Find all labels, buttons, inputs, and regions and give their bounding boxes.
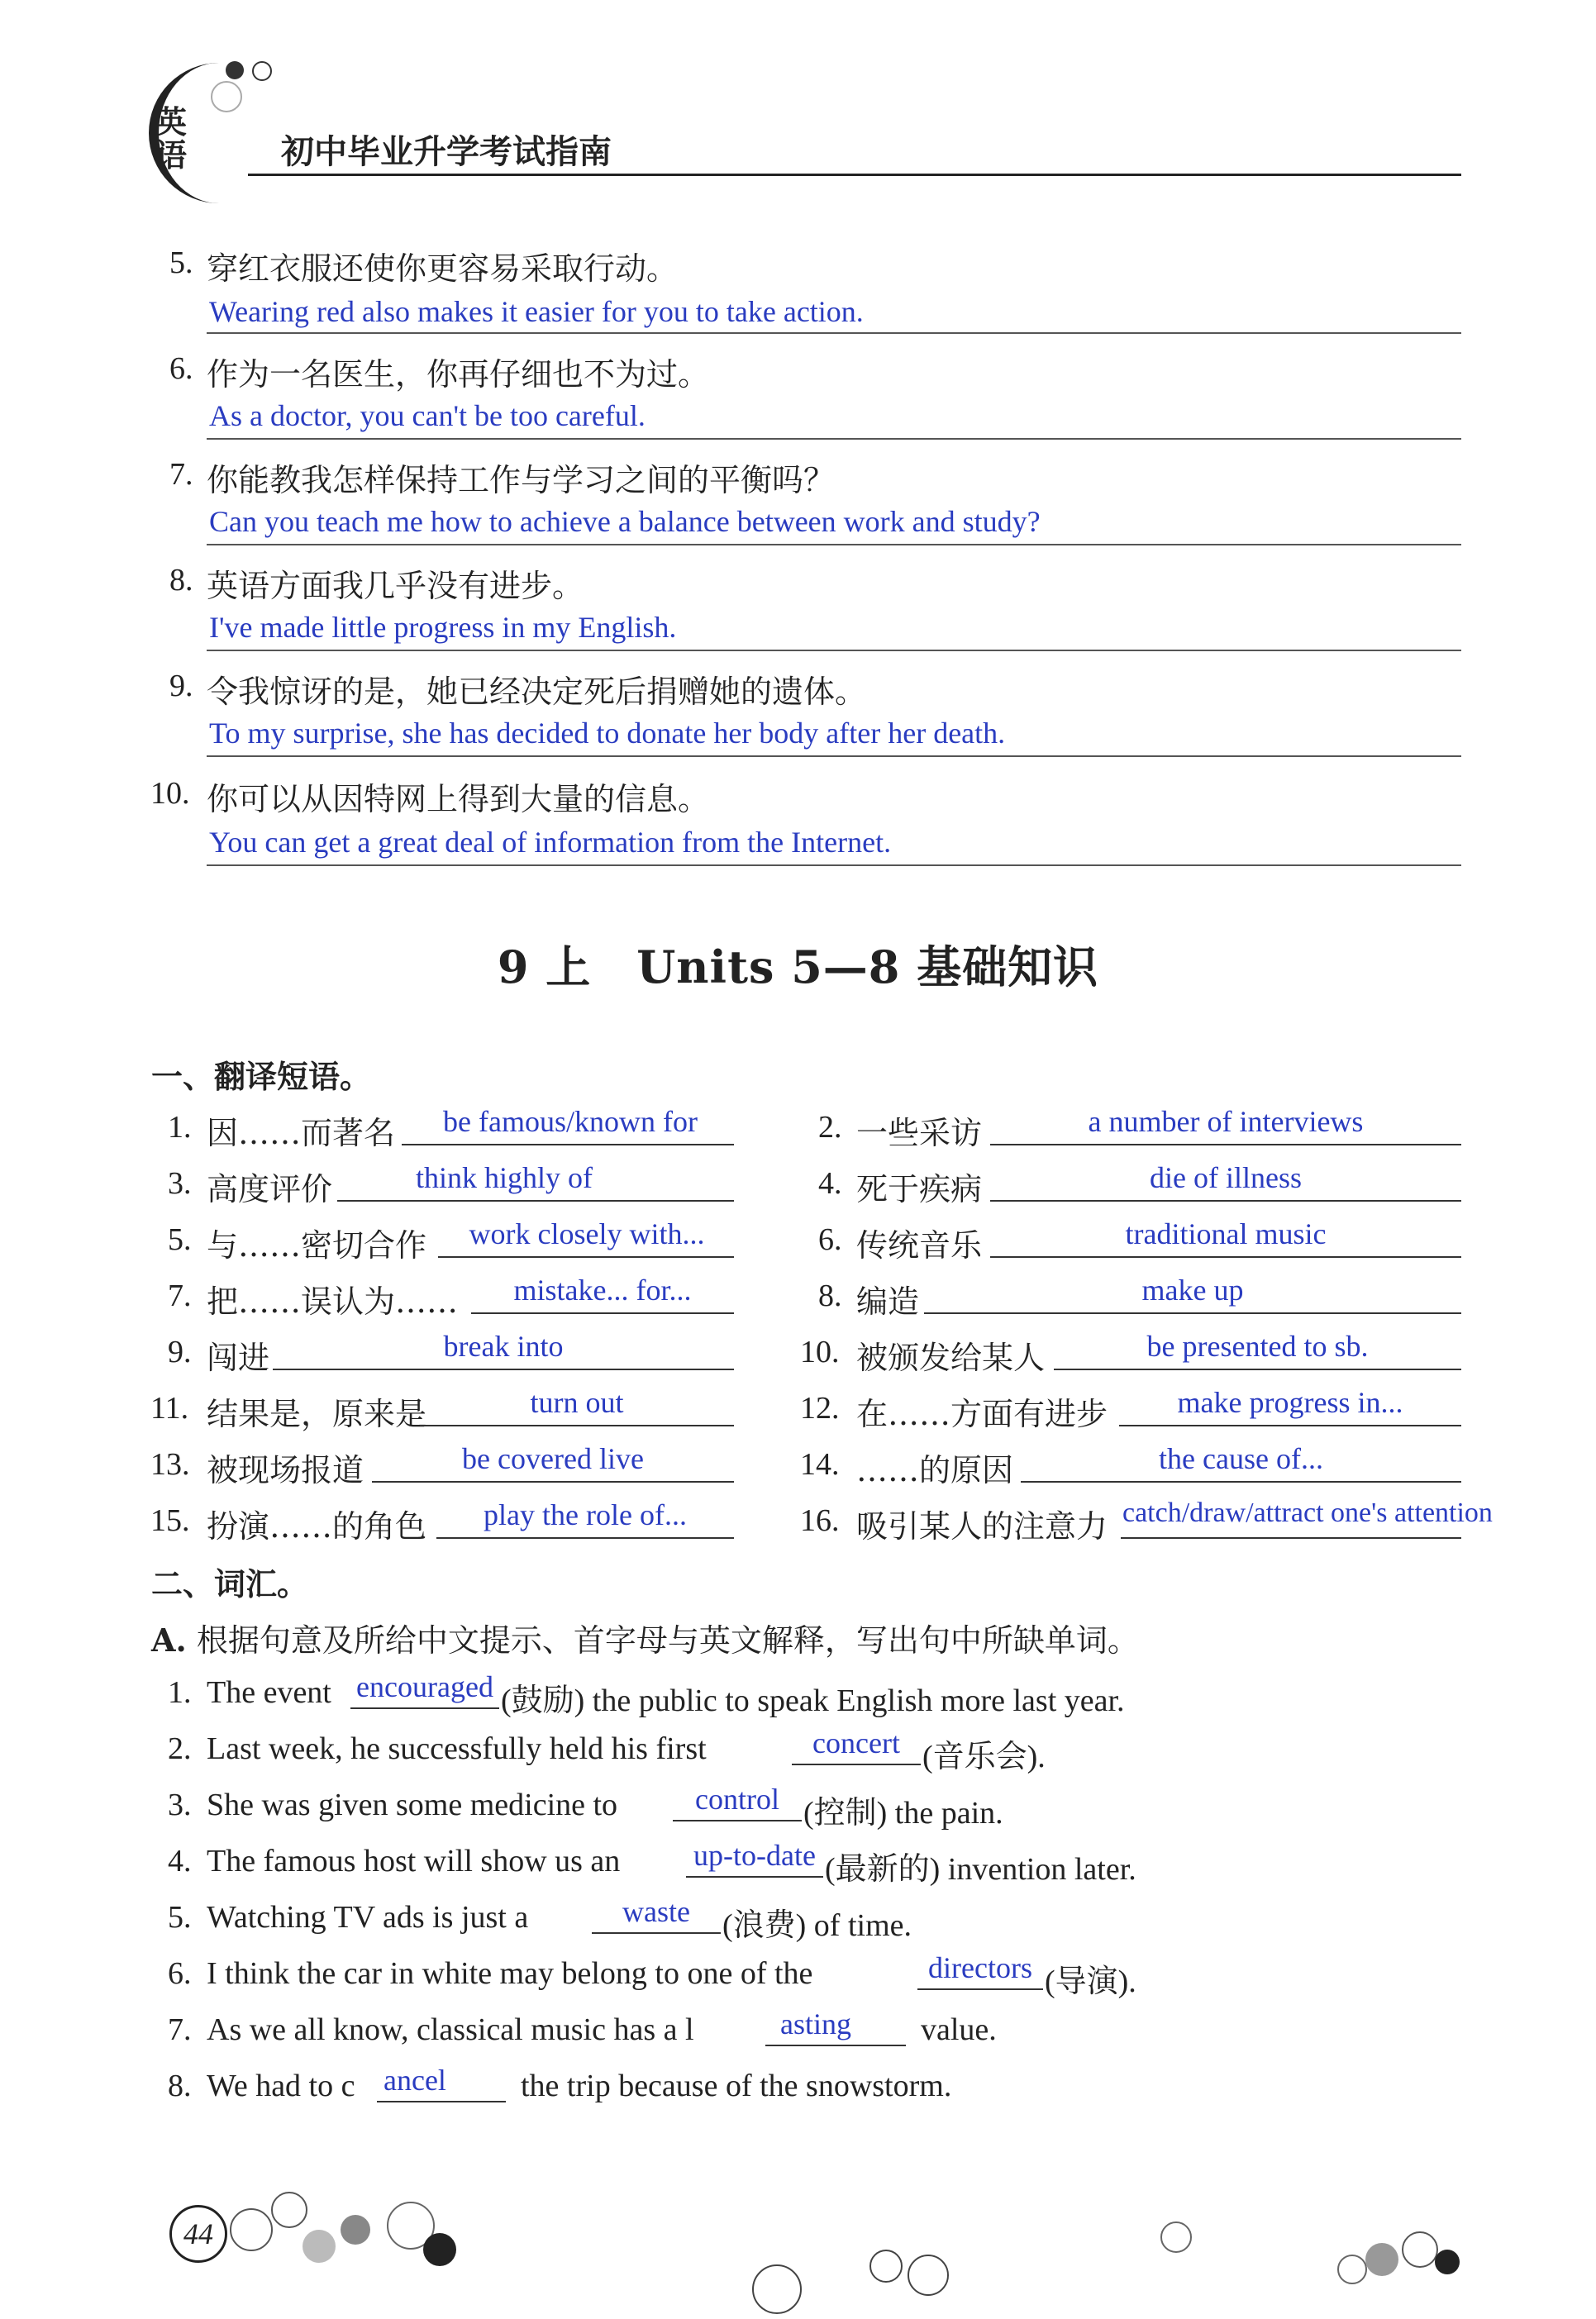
- phrase-chinese: 扮演……的角色: [207, 1508, 427, 1545]
- header-dot-decoration: [252, 61, 272, 81]
- word-answer: waste: [622, 1895, 690, 1928]
- fill-line: [273, 1369, 734, 1370]
- phrase-number: 8.: [818, 1279, 842, 1313]
- word-answer: up-to-date: [693, 1839, 816, 1872]
- phrase-number: 7.: [168, 1279, 192, 1313]
- item-chinese: 你能教我怎样保持工作与学习之间的平衡吗？: [207, 462, 836, 498]
- phrase-answer: die of illness: [1150, 1161, 1302, 1194]
- phrase-chinese: 因……而著名: [207, 1115, 396, 1151]
- item-number: 6.: [169, 351, 193, 386]
- fill-line: [471, 1312, 734, 1314]
- word-answer: control: [695, 1783, 779, 1816]
- header-subject: [155, 103, 188, 174]
- header-book-title: 初中毕业升学考试指南: [281, 132, 612, 171]
- part-a-text: 根据句意及所给中文提示、首字母与英文解释，写出句中所缺单词。: [196, 1622, 1139, 1659]
- fill-line: [337, 1200, 734, 1202]
- unit-title: 9 上 Units 5—8 基础知识: [497, 940, 1099, 993]
- word-answer: directors: [928, 1951, 1032, 1984]
- phrase-chinese: 被现场报道: [207, 1452, 364, 1488]
- sentence-number: 1.: [168, 1675, 192, 1710]
- footer-circle-decoration: [423, 2233, 456, 2266]
- sentence-number: 3.: [168, 1788, 192, 1822]
- phrase-answer: mistake... for...: [513, 1274, 692, 1307]
- item-chinese: 作为一名医生，你再仔细也不为过。: [207, 356, 710, 393]
- sentence-before: Last week, he successfully held his first: [207, 1731, 707, 1766]
- phrase-number: 6.: [818, 1222, 842, 1257]
- item-answer: As a doctor, you can't be too careful.: [209, 399, 646, 432]
- fill-line: [420, 1425, 734, 1426]
- phrase-answer: be famous/known for: [443, 1105, 698, 1138]
- answer-line: [207, 438, 1461, 440]
- sentence-number: 8.: [168, 2069, 192, 2103]
- footer-circle-decoration: [1435, 2250, 1460, 2274]
- sentence-before: As we all know, classical music has a l: [207, 2012, 694, 2047]
- fill-line: [917, 1988, 1043, 1990]
- phrase-answer: catch/draw/attract one's attention: [1122, 1498, 1493, 1528]
- answer-line: [207, 544, 1461, 545]
- fill-line: [686, 1876, 823, 1878]
- phrase-answer: traditional music: [1125, 1217, 1327, 1250]
- sentence-number: 7.: [168, 2012, 192, 2047]
- fill-line: [350, 1707, 499, 1709]
- phrase-chinese: 高度评价: [207, 1171, 333, 1207]
- footer-circle-decoration: [271, 2192, 307, 2228]
- fill-line: [792, 1764, 921, 1765]
- answer-line: [207, 332, 1461, 334]
- sentence-after: value.: [921, 2012, 997, 2047]
- footer-circle-decoration: [1160, 2221, 1192, 2253]
- phrase-answer: play the role of...: [484, 1498, 687, 1531]
- phrase-chinese: 被颁发给某人: [856, 1340, 1046, 1376]
- phrase-answer: think highly of: [416, 1161, 593, 1194]
- phrase-number: 1.: [168, 1110, 192, 1145]
- answer-line: [207, 755, 1461, 757]
- subject-char-2: 语: [155, 136, 188, 174]
- sentence-after: (控制) the pain.: [803, 1796, 1003, 1831]
- phrase-number: 9.: [168, 1335, 192, 1369]
- phrase-answer: turn out: [530, 1386, 624, 1419]
- fill-line: [673, 1820, 802, 1821]
- sentence-before: We had to c: [207, 2069, 355, 2103]
- fill-line: [1119, 1425, 1461, 1426]
- sentence-before: Watching TV ads is just a: [207, 1900, 529, 1935]
- footer-circle-decoration: [1337, 2255, 1367, 2284]
- fill-line: [990, 1200, 1461, 1202]
- sentence-number: 4.: [168, 1844, 192, 1879]
- phrase-chinese: 编造: [856, 1283, 920, 1320]
- item-number: 5.: [169, 245, 193, 280]
- sentence-number: 6.: [168, 1956, 192, 1991]
- phrase-number: 15.: [150, 1503, 190, 1538]
- fill-line: [1121, 1537, 1461, 1539]
- phrase-answer: make progress in...: [1177, 1386, 1403, 1419]
- sentence-after: (音乐会).: [922, 1740, 1046, 1774]
- sentence-before: The event: [207, 1675, 331, 1710]
- fill-line: [924, 1312, 1461, 1314]
- header-rule: [248, 174, 1461, 176]
- footer-circle-decoration: [869, 2250, 903, 2283]
- phrase-number: 3.: [168, 1166, 192, 1201]
- item-number: 8.: [169, 563, 193, 598]
- phrase-answer: the cause of...: [1159, 1442, 1323, 1475]
- phrase-chinese: 把……误认为……: [207, 1283, 459, 1320]
- header-dot-decoration: [226, 61, 244, 79]
- phrase-answer: be presented to sb.: [1146, 1330, 1369, 1363]
- item-answer: To my surprise, she has decided to donate her body after her death.: [209, 717, 1006, 750]
- item-number: 7.: [169, 457, 193, 492]
- phrase-number: 5.: [168, 1222, 192, 1257]
- item-answer: You can get a great deal of information from the Internet.: [209, 826, 892, 859]
- word-answer: asting: [780, 2007, 851, 2040]
- phrase-chinese: 传统音乐: [856, 1227, 983, 1264]
- fill-line: [990, 1256, 1461, 1258]
- item-chinese: 你可以从因特网上得到大量的信息。: [207, 781, 710, 817]
- phrase-number: 4.: [818, 1166, 842, 1201]
- phrase-chinese: ……的原因: [856, 1452, 1014, 1488]
- item-answer: I've made little progress in my English.: [209, 611, 677, 644]
- section-heading: 二、词汇。: [151, 1565, 309, 1602]
- sentence-after: the trip because of the snowstorm.: [521, 2069, 952, 2103]
- footer-circle-decoration: [1365, 2243, 1398, 2276]
- sentence-after: (鼓励) the public to speak English more last year.: [501, 1683, 1125, 1718]
- phrase-number: 13.: [150, 1447, 190, 1482]
- fill-line: [765, 2045, 906, 2046]
- fill-line: [438, 1256, 734, 1258]
- word-answer: concert: [812, 1726, 900, 1759]
- footer-circle-decoration: [230, 2208, 273, 2251]
- fill-line: [402, 1144, 734, 1145]
- footer-circle-decoration: [752, 2264, 802, 2314]
- phrase-chinese: 闯进: [207, 1340, 270, 1376]
- item-number: 10.: [150, 776, 190, 811]
- item-answer: Can you teach me how to achieve a balance between work and study?: [209, 505, 1041, 538]
- part-a-label: A.: [151, 1621, 187, 1659]
- sentence-number: 2.: [168, 1731, 192, 1766]
- item-chinese: 英语方面我几乎没有进步。: [207, 568, 584, 604]
- sentence-before: The famous host will show us an: [207, 1844, 621, 1879]
- item-answer: Wearing red also makes it easier for you to take action.: [209, 295, 864, 328]
- item-chinese: 穿红衣服还使你更容易采取行动。: [207, 250, 679, 287]
- page-number: 44: [183, 2217, 213, 2250]
- phrase-answer: break into: [443, 1330, 564, 1363]
- phrase-chinese: 吸引某人的注意力: [856, 1508, 1108, 1545]
- phrase-number: 14.: [800, 1447, 840, 1482]
- phrase-answer: make up: [1141, 1274, 1244, 1307]
- phrase-chinese: 一些采访: [856, 1115, 983, 1151]
- phrase-chinese: 与……密切合作: [207, 1227, 427, 1264]
- sentence-number: 5.: [168, 1900, 192, 1935]
- phrase-number: 11.: [150, 1391, 189, 1426]
- sentence-after: (导演).: [1045, 1964, 1136, 1999]
- item-number: 9.: [169, 669, 193, 703]
- phrase-chinese: 在……方面有进步: [856, 1396, 1108, 1432]
- item-chinese: 令我惊讶的是，她已经决定死后捐赠她的遗体。: [207, 674, 867, 710]
- phrase-number: 2.: [818, 1110, 842, 1145]
- phrase-number: 12.: [800, 1391, 840, 1426]
- header-dot-decoration: [211, 81, 242, 112]
- sentence-after: (最新的) invention later.: [825, 1852, 1136, 1887]
- part-a-instruction: [151, 1615, 1139, 1660]
- phrase-number: 16.: [800, 1503, 840, 1538]
- fill-line: [377, 2101, 506, 2102]
- fill-line: [1021, 1481, 1461, 1483]
- phrase-answer: be covered live: [462, 1442, 644, 1475]
- phrase-answer: work closely with...: [469, 1217, 705, 1250]
- footer-circle-decoration: [303, 2230, 336, 2263]
- sentence-before: I think the car in white may belong to one of the: [207, 1956, 813, 1991]
- fill-line: [990, 1144, 1461, 1145]
- subject-char-1: 英: [155, 103, 188, 140]
- fill-line: [592, 1932, 721, 1934]
- sentence-after: (浪费) of time.: [722, 1908, 912, 1943]
- word-answer: encouraged: [356, 1670, 493, 1703]
- footer-circle-decoration: [908, 2255, 949, 2296]
- word-answer: ancel: [384, 2064, 446, 2097]
- page-number-badge: [169, 2205, 227, 2263]
- answer-line: [207, 864, 1461, 866]
- fill-line: [1054, 1369, 1461, 1370]
- footer-circle-decoration: [1402, 2231, 1438, 2268]
- phrase-number: 10.: [800, 1335, 840, 1369]
- section-heading: 一、翻译短语。: [151, 1058, 372, 1095]
- phrase-answer: a number of interviews: [1088, 1105, 1364, 1138]
- answer-line: [207, 650, 1461, 651]
- fill-line: [372, 1481, 734, 1483]
- sentence-before: She was given some medicine to: [207, 1788, 618, 1822]
- footer-circle-decoration: [341, 2215, 370, 2245]
- phrase-chinese: 结果是，原来是: [207, 1396, 427, 1432]
- fill-line: [436, 1537, 734, 1539]
- phrase-chinese: 死于疾病: [856, 1171, 983, 1207]
